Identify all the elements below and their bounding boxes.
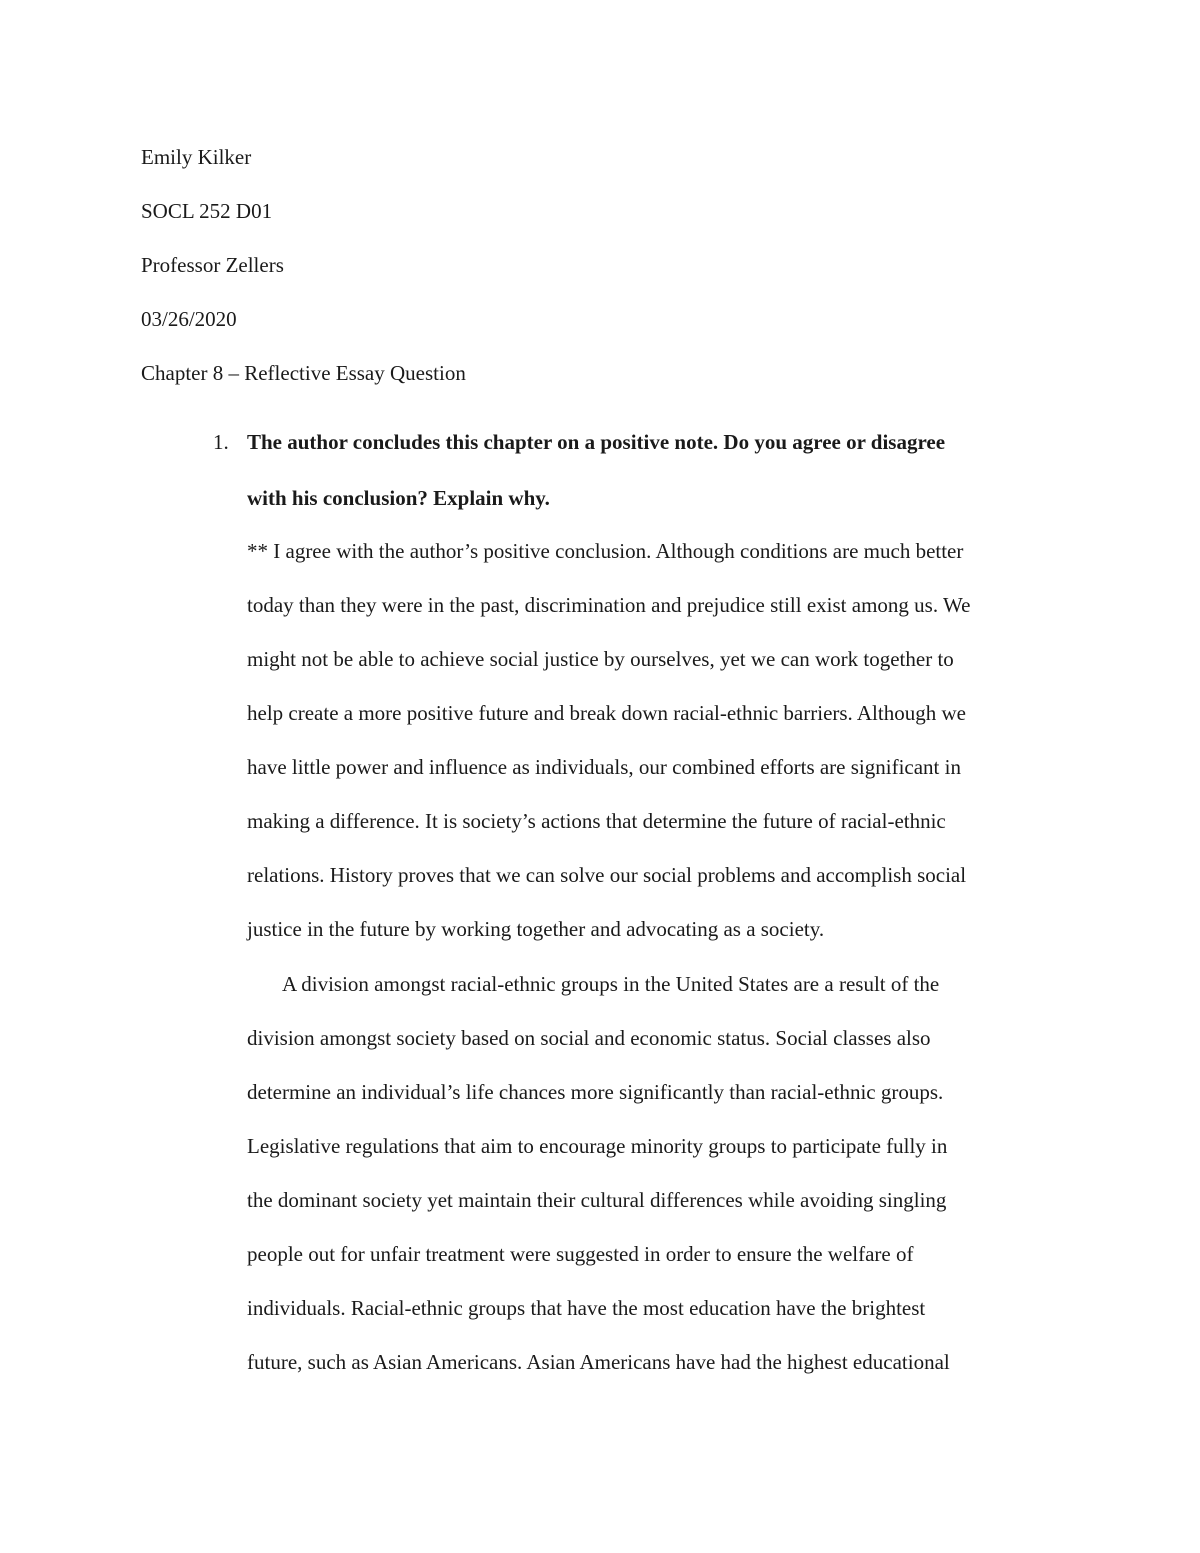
document-title: Chapter 8 – Reflective Essay Question bbox=[141, 361, 466, 385]
answer-line: justice in the future by working together and advocating as a society. bbox=[247, 917, 825, 941]
course-code: SOCL 252 D01 bbox=[141, 199, 273, 223]
professor-name: Professor Zellers bbox=[141, 253, 284, 277]
date: 03/26/2020 bbox=[141, 307, 237, 331]
answer-line: today than they were in the past, discrimination and prejudice still exist among us. We bbox=[247, 593, 971, 617]
answer-line: have little power and influence as individuals, our combined efforts are significant in bbox=[247, 755, 961, 779]
answer-line: might not be able to achieve social justice by ourselves, yet we can work together to bbox=[247, 647, 954, 671]
answer-line: relations. History proves that we can solve our social problems and accomplish social bbox=[247, 863, 967, 887]
question-text-line-1: The author concludes this chapter on a positive note. Do you agree or disagree bbox=[247, 430, 946, 454]
paragraph-line: determine an individual’s life chances more significantly than racial-ethnic groups. bbox=[247, 1080, 944, 1104]
author-name: Emily Kilker bbox=[141, 145, 252, 169]
paragraph-line: individuals. Racial-ethnic groups that have the most education have the brightest bbox=[247, 1296, 926, 1320]
paragraph-line: people out for unfair treatment were suggested in order to ensure the welfare of bbox=[247, 1242, 914, 1266]
paragraph-line: future, such as Asian Americans. Asian Americans have had the highest educational bbox=[247, 1350, 950, 1374]
answer-line: ** I agree with the author’s positive conclusion. Although conditions are much better bbox=[247, 539, 964, 563]
paragraph-line: division amongst society based on social and economic status. Social classes also bbox=[247, 1026, 931, 1050]
paragraph-line: A division amongst racial-ethnic groups in the United States are a result of the bbox=[282, 972, 940, 996]
question-text-line-2: with his conclusion? Explain why. bbox=[247, 486, 550, 510]
answer-line: making a difference. It is society’s actions that determine the future of racial-ethnic bbox=[247, 809, 946, 833]
paragraph-line: Legislative regulations that aim to encourage minority groups to participate fully in bbox=[247, 1134, 948, 1158]
paragraph-line: the dominant society yet maintain their cultural differences while avoiding singling bbox=[247, 1188, 947, 1212]
answer-line: help create a more positive future and break down racial-ethnic barriers. Although we bbox=[247, 701, 966, 725]
question-number: 1. bbox=[213, 430, 229, 454]
